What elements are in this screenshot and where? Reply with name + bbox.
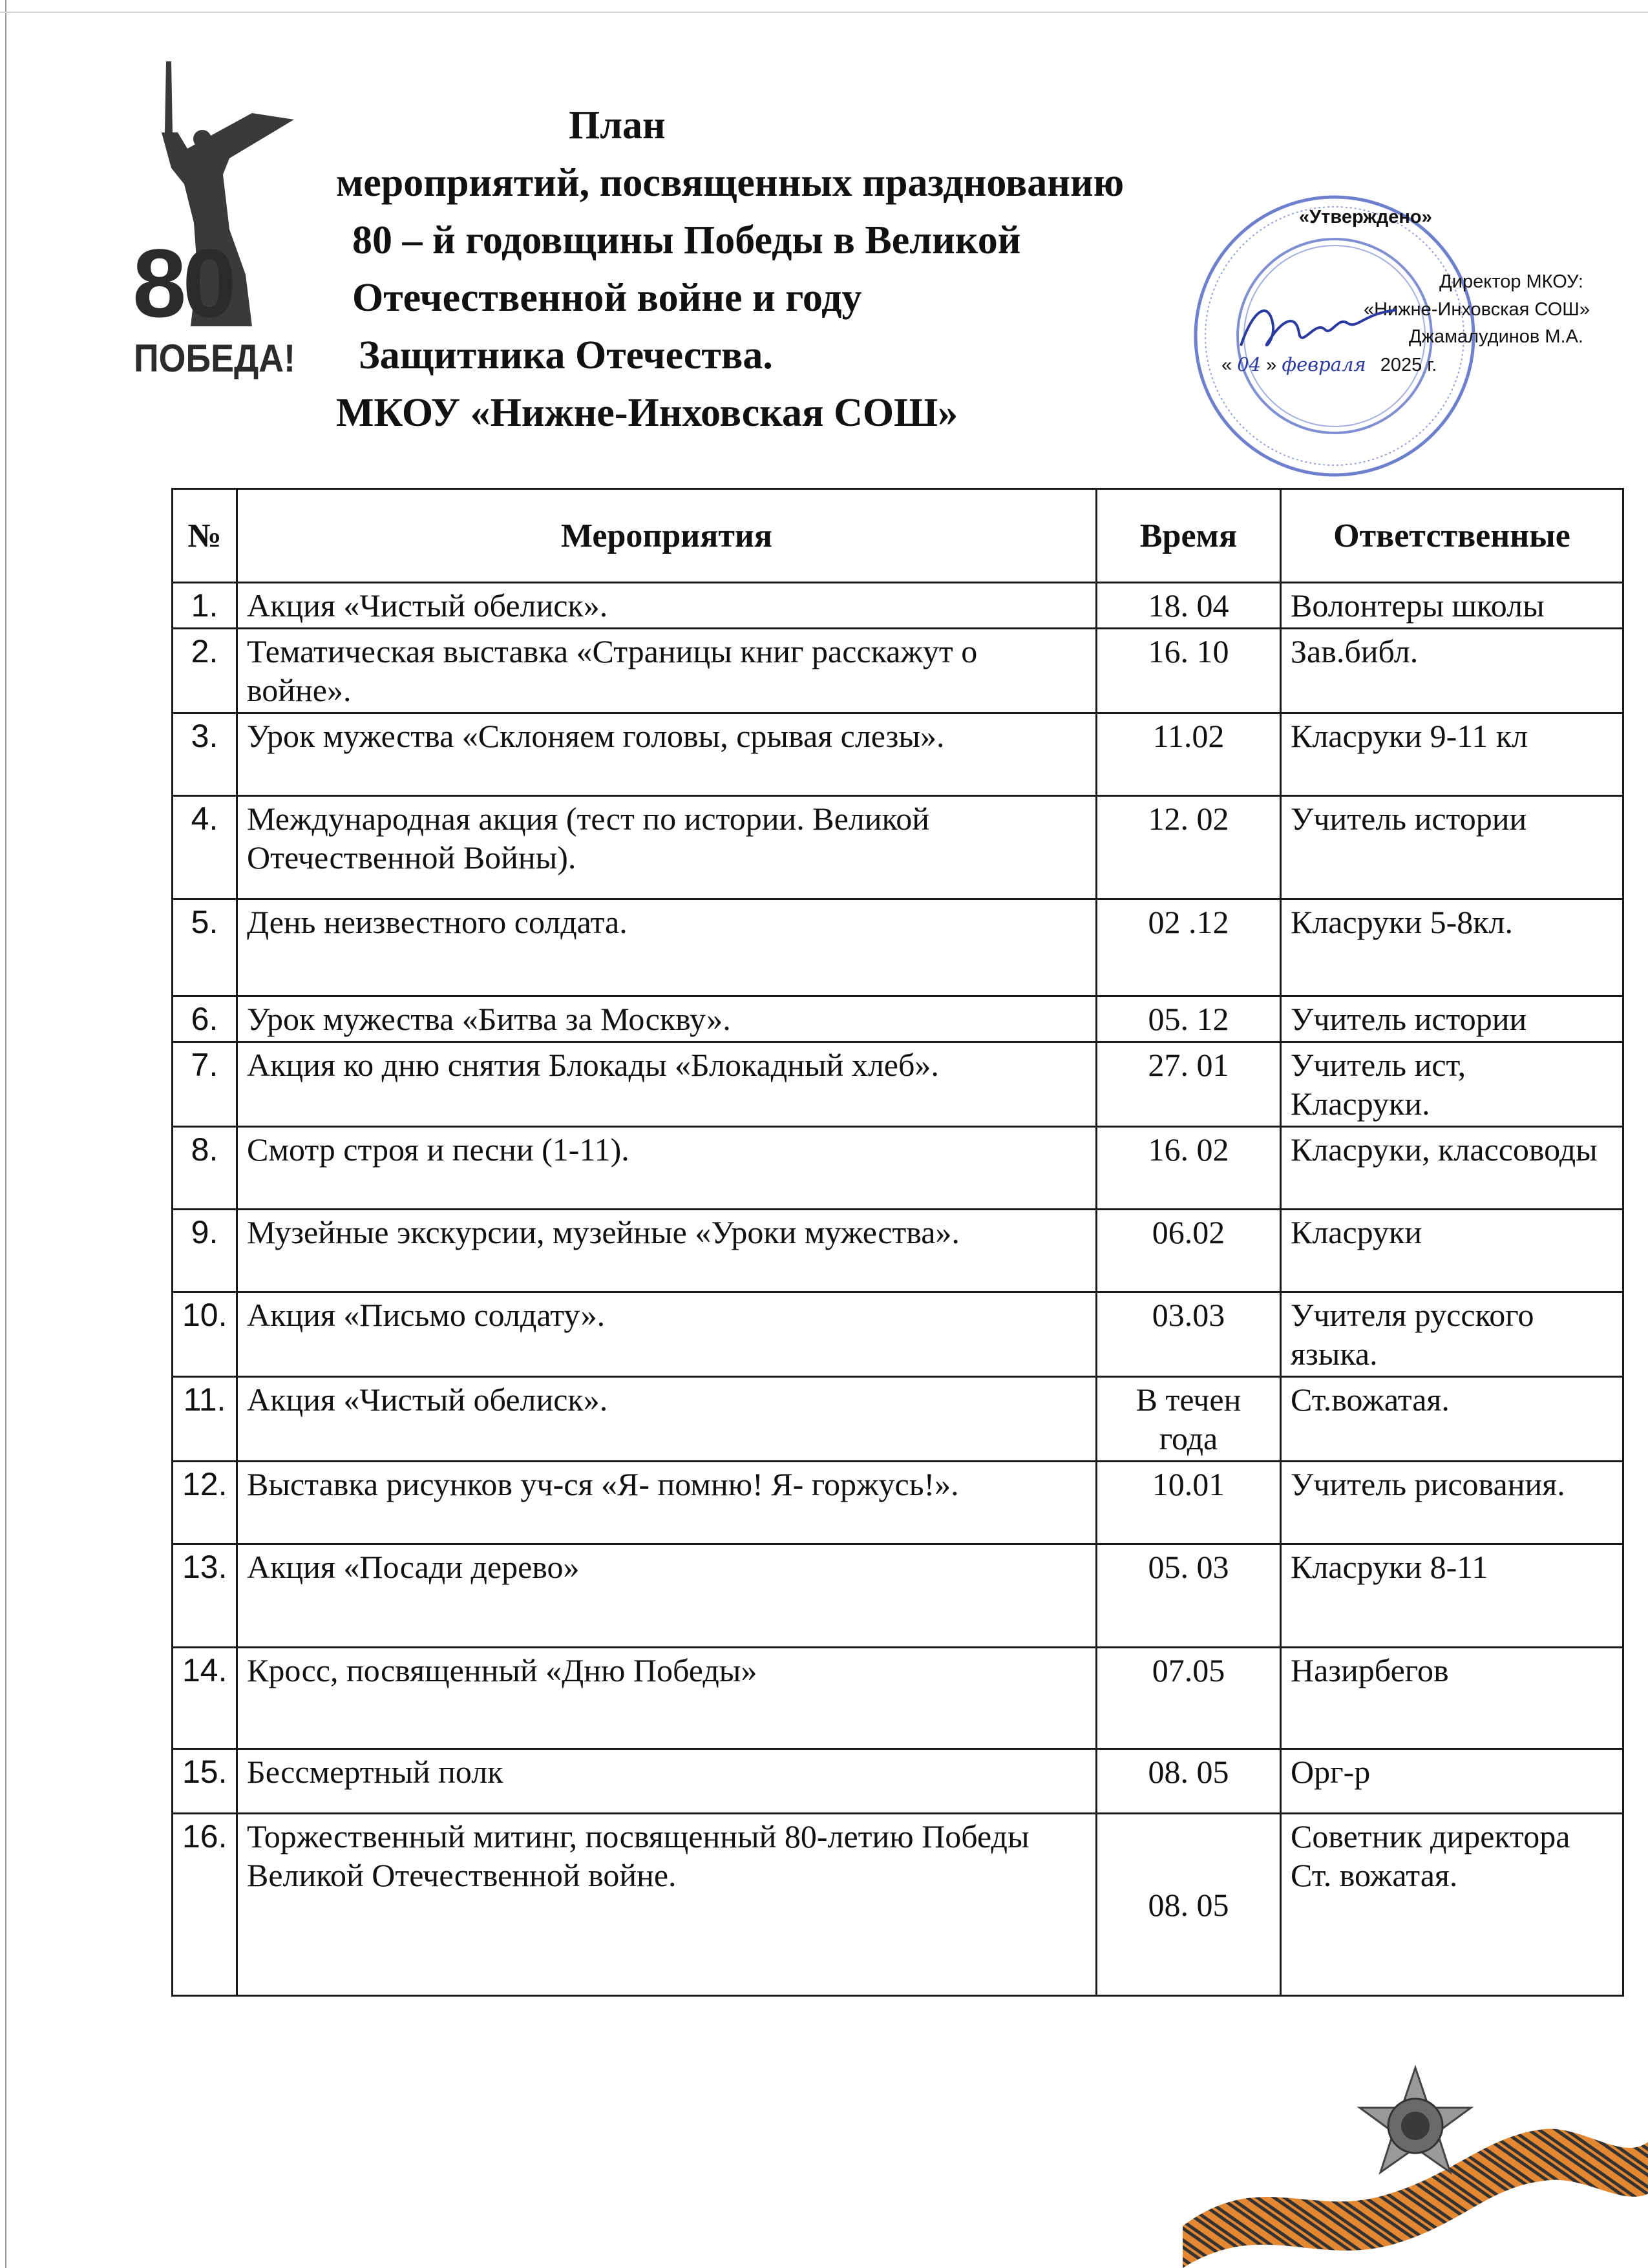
row-responsible: Класруки: [1281, 1210, 1623, 1292]
row-event: Акция «Чистый обелиск».: [237, 1377, 1097, 1462]
row-responsible: Учитель ист, Класруки.: [1281, 1042, 1623, 1127]
header-events: Мероприятия: [237, 489, 1097, 583]
row-time: В течен года: [1097, 1377, 1281, 1462]
row-number: 12.: [173, 1462, 237, 1544]
row-time: 05. 03: [1097, 1544, 1281, 1648]
row-time: 11.02: [1097, 713, 1281, 796]
table-row: [173, 996, 1623, 1042]
row-number: 8.: [173, 1127, 237, 1210]
scan-top-edge: [0, 12, 1648, 13]
table-row: [173, 1749, 1623, 1814]
row-responsible: Учитель рисования.: [1281, 1462, 1623, 1544]
title-line: План: [569, 103, 666, 147]
row-event: Акция «Посади дерево»: [237, 1544, 1097, 1648]
title-line: Защитника Отечества.: [359, 333, 773, 377]
row-responsible: Ст.вожатая.: [1281, 1377, 1623, 1462]
date-day: 04: [1237, 353, 1262, 375]
title-line: МКОУ «Нижне-Инховская СОШ»: [336, 391, 958, 435]
row-time: 06.02: [1097, 1210, 1281, 1292]
row-number: 5.: [173, 899, 237, 996]
row-time: 05. 12: [1097, 996, 1281, 1042]
row-responsible: Назирбегов: [1281, 1648, 1623, 1749]
approval-block: [1196, 191, 1596, 462]
table-row: [173, 583, 1623, 629]
title-line: Отечественной войне и году: [352, 276, 862, 320]
approval-date: [1221, 353, 1437, 376]
order-star-icon: [1360, 2068, 1471, 2172]
row-number: 4.: [173, 796, 237, 899]
row-event: Акция «Чистый обелиск».: [237, 583, 1097, 629]
approval-role: Директор МКОУ:: [1439, 271, 1583, 292]
row-responsible: Класруки 9-11 кл: [1281, 713, 1623, 796]
row-time: 16. 10: [1097, 629, 1281, 713]
row-event: Акция ко дню снятия Блокады «Блокадный хлеб».: [237, 1042, 1097, 1127]
row-event: Кросс, посвященный «Дню Победы»: [237, 1648, 1097, 1749]
row-time: 10.01: [1097, 1462, 1281, 1544]
row-time: 18. 04: [1097, 583, 1281, 629]
events-table: [171, 488, 1624, 1997]
row-number: 6.: [173, 996, 237, 1042]
row-number: 9.: [173, 1210, 237, 1292]
table-row: [173, 1377, 1623, 1462]
date-quote-open: «: [1221, 355, 1232, 375]
table-row: [173, 1648, 1623, 1749]
date-year: 2025 г.: [1380, 355, 1437, 375]
row-event: Торжественный митинг, посвященный 80-летию Победы Великой Отечественной войне.: [237, 1814, 1097, 1996]
row-time: 08. 05: [1097, 1814, 1281, 1996]
row-number: 3.: [173, 713, 237, 796]
header-number: №: [173, 489, 237, 583]
row-event: Смотр строя и песни (1-11).: [237, 1127, 1097, 1210]
row-responsible: Орг-р: [1281, 1749, 1623, 1814]
scan-left-edge: [5, 0, 6, 2268]
emblem-word: ПОБЕДА!: [134, 337, 295, 380]
table-row: [173, 1042, 1623, 1127]
title-line: мероприятий, посвященных празднованию: [336, 161, 1125, 205]
row-responsible: Учитель истории: [1281, 796, 1623, 899]
row-event: Выставка рисунков уч-ся «Я- помню! Я- горжусь!».: [237, 1462, 1097, 1544]
row-responsible: Советник директора Ст. вожатая.: [1281, 1814, 1623, 1996]
date-quote-close: »: [1266, 355, 1277, 375]
row-time: 27. 01: [1097, 1042, 1281, 1127]
document-title: [323, 97, 1293, 442]
table-row: [173, 1544, 1623, 1648]
row-number: 14.: [173, 1648, 237, 1749]
row-number: 16.: [173, 1814, 237, 1996]
row-event: Музейные экскурсии, музейные «Уроки мужества».: [237, 1210, 1097, 1292]
table-row: [173, 796, 1623, 899]
approval-name: Джамалудинов М.А.: [1408, 326, 1583, 347]
row-responsible: Класруки 8-11: [1281, 1544, 1623, 1648]
table-row: [173, 899, 1623, 996]
row-event: День неизвестного солдата.: [237, 899, 1097, 996]
row-time: 03.03: [1097, 1292, 1281, 1377]
header-responsible: Ответственные: [1281, 489, 1623, 583]
row-responsible: Класруки 5-8кл.: [1281, 899, 1623, 996]
row-number: 15.: [173, 1749, 237, 1814]
row-time: 07.05: [1097, 1648, 1281, 1749]
victory-80-emblem: [132, 61, 301, 397]
row-event: Акция «Письмо солдату».: [237, 1292, 1097, 1377]
table-header-row: [173, 489, 1623, 583]
row-responsible: Учителя русского языка.: [1281, 1292, 1623, 1377]
row-event: Бессмертный полк: [237, 1749, 1097, 1814]
row-number: 11.: [173, 1377, 237, 1462]
table-row: [173, 1814, 1623, 1996]
date-month: февраля: [1282, 353, 1366, 375]
row-responsible: Волонтеры школы: [1281, 583, 1623, 629]
table-row: [173, 1127, 1623, 1210]
table-row: [173, 713, 1623, 796]
row-event: Урок мужества «Склоняем головы, срывая слезы».: [237, 713, 1097, 796]
row-number: 13.: [173, 1544, 237, 1648]
title-line: 80 – й годовщины Победы в Великой: [352, 218, 1021, 262]
row-number: 7.: [173, 1042, 237, 1127]
row-responsible: Зав.библ.: [1281, 629, 1623, 713]
row-number: 10.: [173, 1292, 237, 1377]
table-row: [173, 1210, 1623, 1292]
row-time: 08. 05: [1097, 1749, 1281, 1814]
row-event: Урок мужества «Битва за Москву».: [237, 996, 1097, 1042]
row-time: 16. 02: [1097, 1127, 1281, 1210]
emblem-number: 80: [132, 229, 233, 337]
row-time: 02 .12: [1097, 899, 1281, 996]
st-george-ribbon-icon: [1183, 2064, 1648, 2268]
row-number: 2.: [173, 629, 237, 713]
row-number: 1.: [173, 583, 237, 629]
row-event: Тематическая выставка «Страницы книг расскажут о войне».: [237, 629, 1097, 713]
row-responsible: Класруки, классоводы: [1281, 1127, 1623, 1210]
row-event: Международная акция (тест по истории. Великой Отечественной Войны).: [237, 796, 1097, 899]
table-row: [173, 1292, 1623, 1377]
row-time: 12. 02: [1097, 796, 1281, 899]
approval-heading: «Утверждено»: [1299, 207, 1432, 227]
approval-school: «Нижне-Инховская СОШ»: [1364, 299, 1590, 320]
row-responsible: Учитель истории: [1281, 996, 1623, 1042]
table-row: [173, 1462, 1623, 1544]
header-time: Время: [1097, 489, 1281, 583]
table-row: [173, 629, 1623, 713]
